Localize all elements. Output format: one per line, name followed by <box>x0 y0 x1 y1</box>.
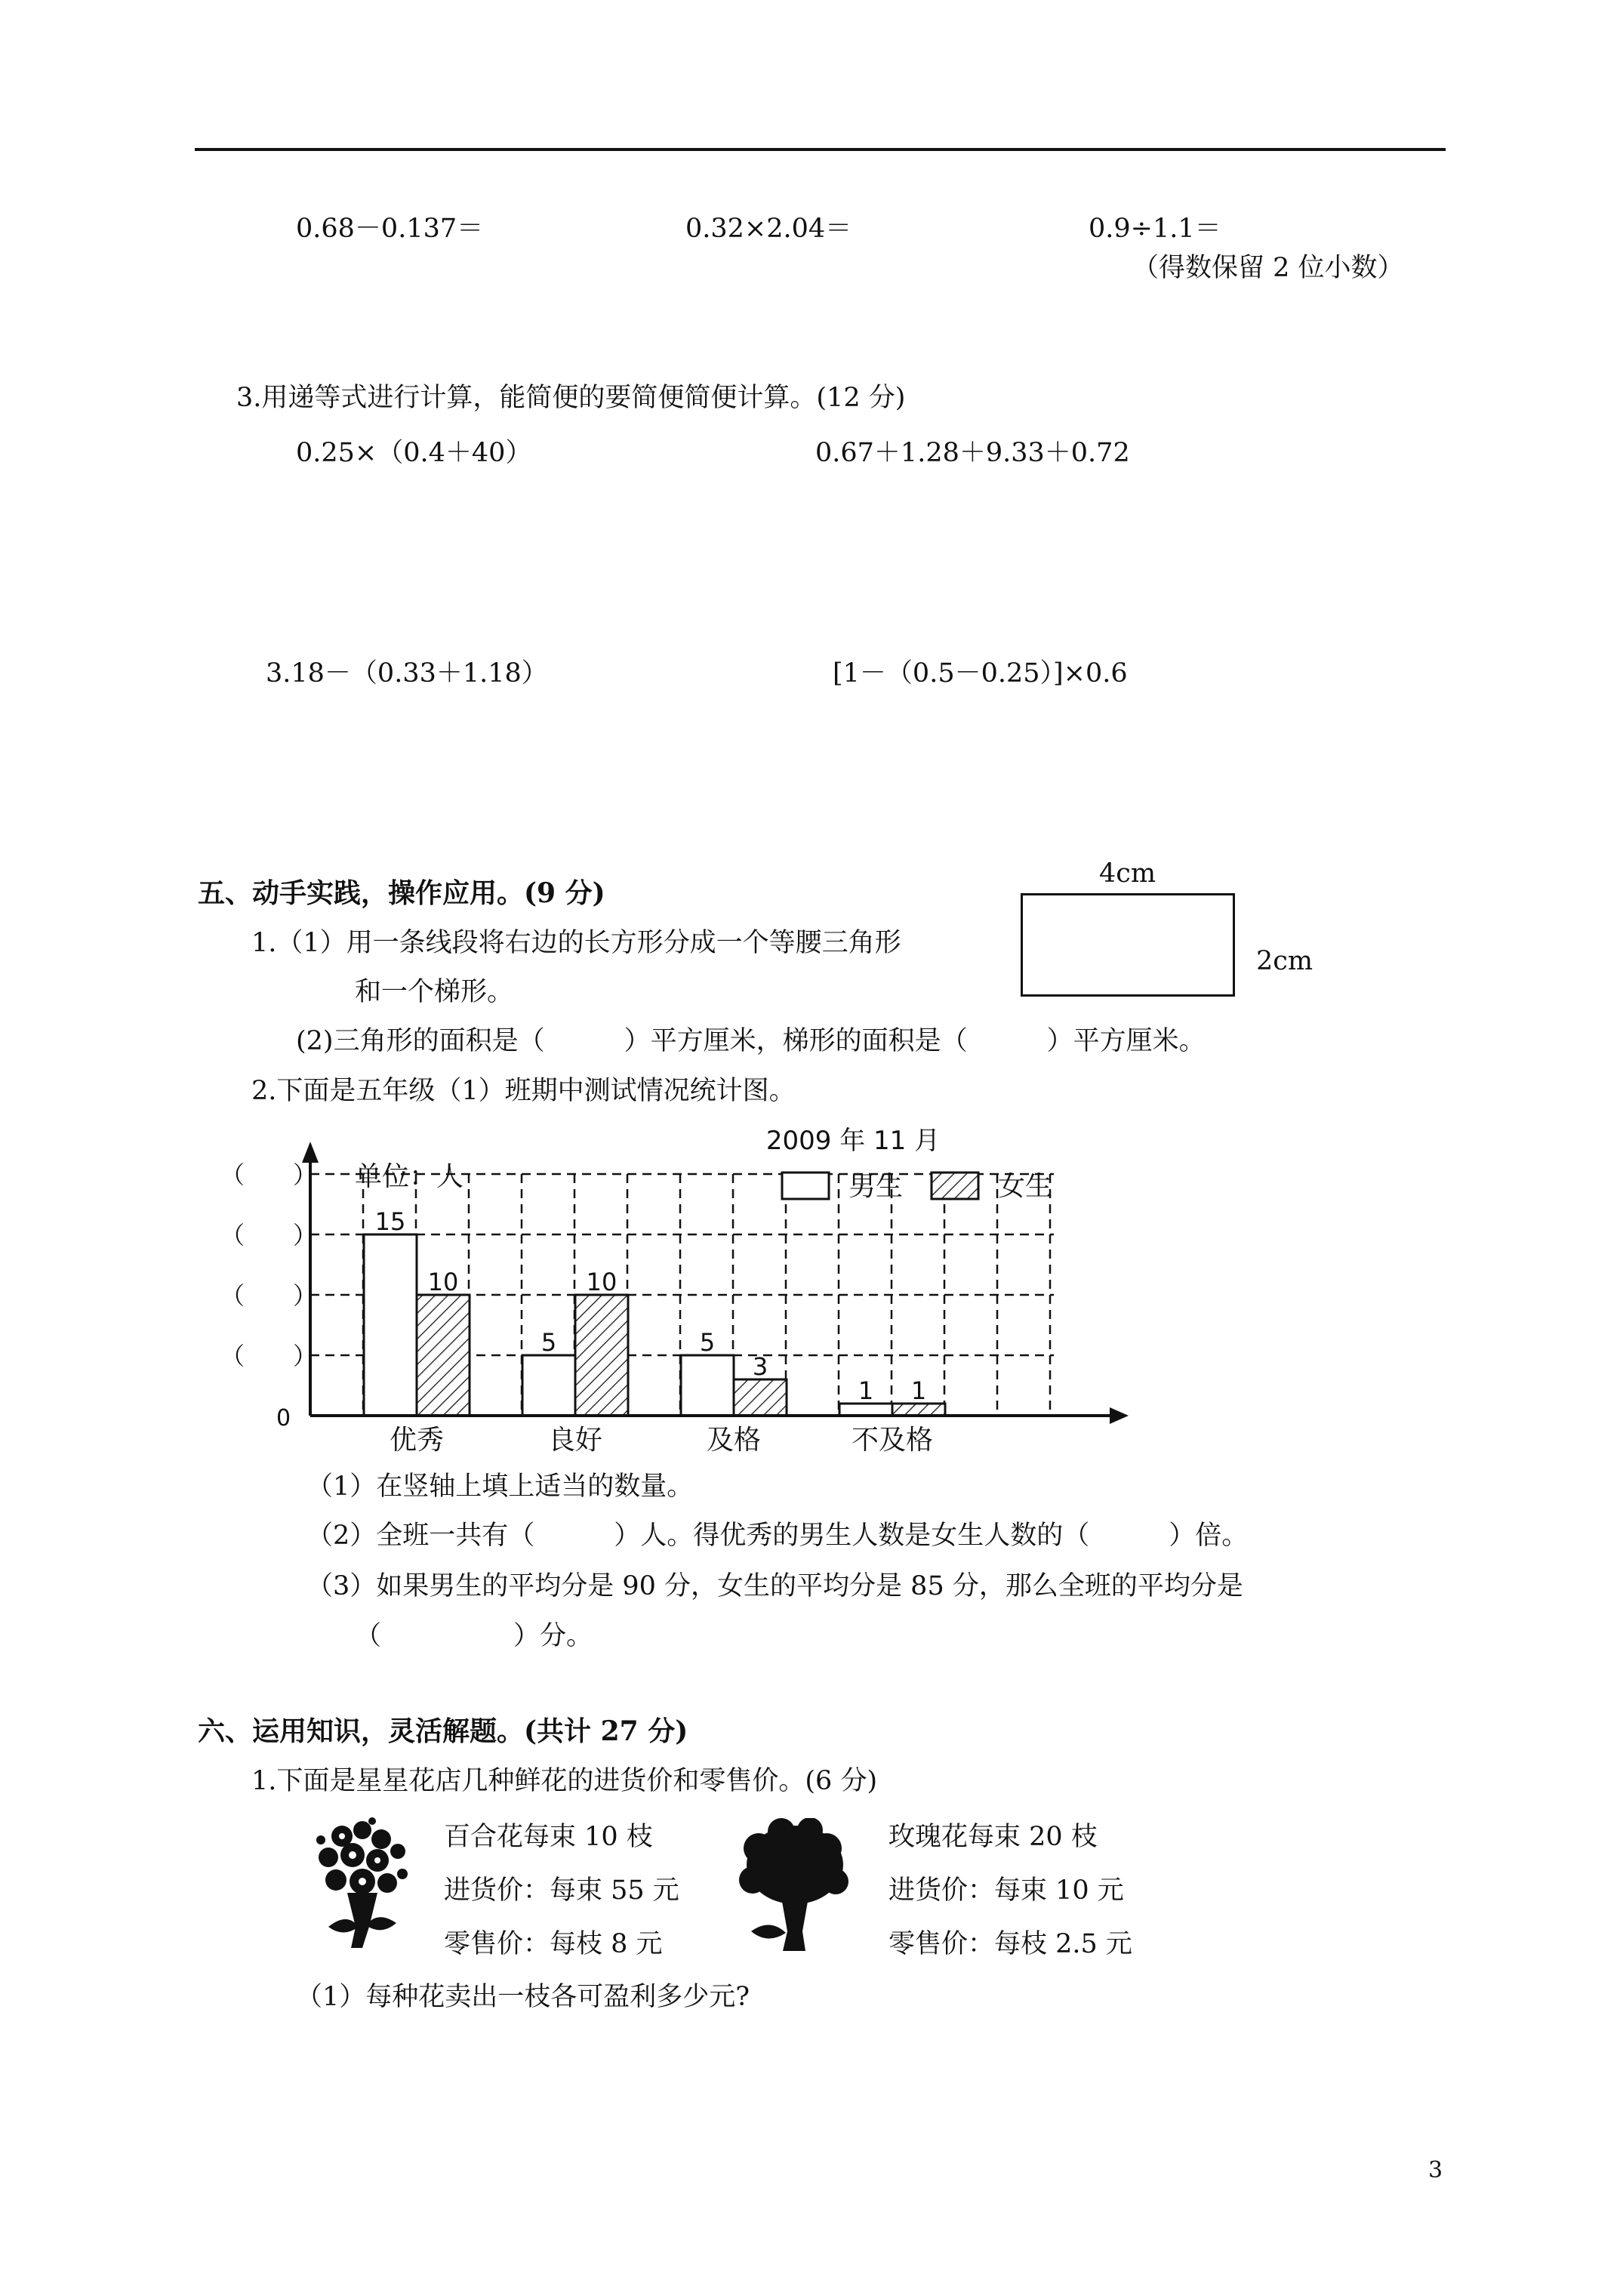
lily-line1: 百合花每束 10 枝 <box>444 1822 653 1852</box>
data-label: 3 <box>752 1352 768 1381</box>
data-label: 15 <box>374 1207 406 1236</box>
s5-q1-line1: 1.（1）用一条线段将右边的长方形分成一个等腰三角形 <box>251 928 901 958</box>
x-tick-label: 不及格 <box>851 1425 934 1456</box>
bar-boys-0 <box>364 1234 417 1416</box>
calc-expr-1: 0.68－0.137＝ <box>296 214 484 244</box>
legend-label-boys: 男生 <box>848 1171 904 1202</box>
calc-expr-2: 0.32×2.04＝ <box>685 214 852 244</box>
x-axis-arrow <box>1110 1407 1129 1424</box>
section-6-heading: 六、运用知识，灵活解题。(共计 27 分) <box>198 1715 688 1747</box>
page-number: 3 <box>1428 2157 1443 2184</box>
rose-line2: 进货价：每束 10 元 <box>888 1875 1124 1906</box>
bar-chart <box>0 1110 1623 1457</box>
data-label: 5 <box>540 1328 557 1357</box>
rectangle-figure <box>1021 893 1235 997</box>
bar-girls-2 <box>734 1379 787 1416</box>
s5-q2-sub1: （1）在竖轴上填上适当的数量。 <box>306 1472 694 1502</box>
legend <box>782 1171 1052 1202</box>
y-tick-blank: （ ） <box>220 1160 318 1189</box>
data-label: 10 <box>586 1268 617 1296</box>
data-label: 5 <box>699 1328 716 1357</box>
calc-expr-3: 0.9÷1.1＝ <box>1089 214 1221 244</box>
q3-expr-1: 0.25×（0.4＋40） <box>296 438 532 468</box>
x-tick-label: 良好 <box>547 1425 603 1456</box>
rose-line3: 零售价：每枝 2.5 元 <box>888 1929 1132 1959</box>
lily-bouquet-icon <box>306 1814 415 1953</box>
q3-title: 3.用递等式进行计算，能简便的要简便简便计算。(12 分) <box>236 383 906 413</box>
bar-boys-3 <box>839 1404 892 1416</box>
rose-bouquet-icon <box>736 1818 853 1954</box>
rose-line1: 玫瑰花每束 20 枝 <box>888 1822 1098 1852</box>
data-label: 10 <box>427 1268 459 1296</box>
s5-q1-sub2: (2)三角形的面积是（ ）平方厘米，梯形的面积是（ ）平方厘米。 <box>296 1026 1206 1056</box>
data-label: 1 <box>858 1376 874 1405</box>
data-label: 1 <box>910 1376 927 1405</box>
y-tick-labels <box>220 1160 317 1370</box>
top-rule <box>195 148 1446 151</box>
s5-q1-line2: 和一个梯形。 <box>355 977 514 1007</box>
rect-height-label: 2cm <box>1256 946 1313 976</box>
chart-unit-label: 单位：人 <box>355 1161 464 1192</box>
s5-q2-sub3-line2: （ ）分。 <box>355 1621 593 1651</box>
legend-swatch-girls <box>932 1173 978 1199</box>
section-5-heading: 五、动手实践，操作应用。(9 分) <box>198 877 605 909</box>
bar-boys-2 <box>681 1355 734 1416</box>
q3-expr-2: 0.67＋1.28＋9.33＋0.72 <box>815 438 1130 468</box>
y-tick-blank: （ ） <box>220 1342 318 1370</box>
q3-expr-4: [1－（0.5－0.25）]×0.6 <box>833 658 1128 689</box>
y-tick-blank: （ ） <box>220 1281 318 1310</box>
bar-boys-1 <box>522 1355 575 1416</box>
s6-q1-intro: 1.下面是星星花店几种鲜花的进货价和零售价。(6 分) <box>251 1766 878 1796</box>
s5-q2-sub3-line1: （3）如果男生的平均分是 90 分，女生的平均分是 85 分，那么全班的平均分是 <box>306 1571 1243 1601</box>
lily-line3: 零售价：每枝 8 元 <box>444 1929 663 1959</box>
y-origin-label: 0 <box>276 1405 291 1432</box>
q3-expr-3: 3.18－（0.33＋1.18） <box>266 658 548 689</box>
y-axis-arrow <box>302 1142 319 1163</box>
legend-label-girls: 女生 <box>998 1171 1053 1202</box>
legend-swatch-boys <box>782 1173 829 1199</box>
bar-girls-0 <box>417 1295 470 1416</box>
y-tick-blank: （ ） <box>220 1221 318 1250</box>
s5-q2-intro: 2.下面是五年级（1）班期中测试情况统计图。 <box>251 1076 796 1106</box>
chart-title: 2009 年 11 月 <box>765 1126 941 1156</box>
s5-q2-sub2: （2）全班一共有（ ）人。得优秀的男生人数是女生人数的（ ）倍。 <box>306 1521 1249 1551</box>
x-tick-label: 及格 <box>706 1425 762 1456</box>
x-tick-label: 优秀 <box>389 1425 445 1456</box>
rect-width-label: 4cm <box>1099 858 1156 889</box>
bar-girls-3 <box>892 1404 945 1416</box>
calc-note: （得数保留 2 位小数） <box>1132 253 1404 283</box>
x-tick-labels <box>390 1425 933 1456</box>
s6-q1-sub1: （1）每种花卖出一枝各可盈利多少元? <box>296 1982 750 2012</box>
lily-line2: 进货价：每束 55 元 <box>444 1875 679 1906</box>
bar-girls-1 <box>575 1295 628 1416</box>
